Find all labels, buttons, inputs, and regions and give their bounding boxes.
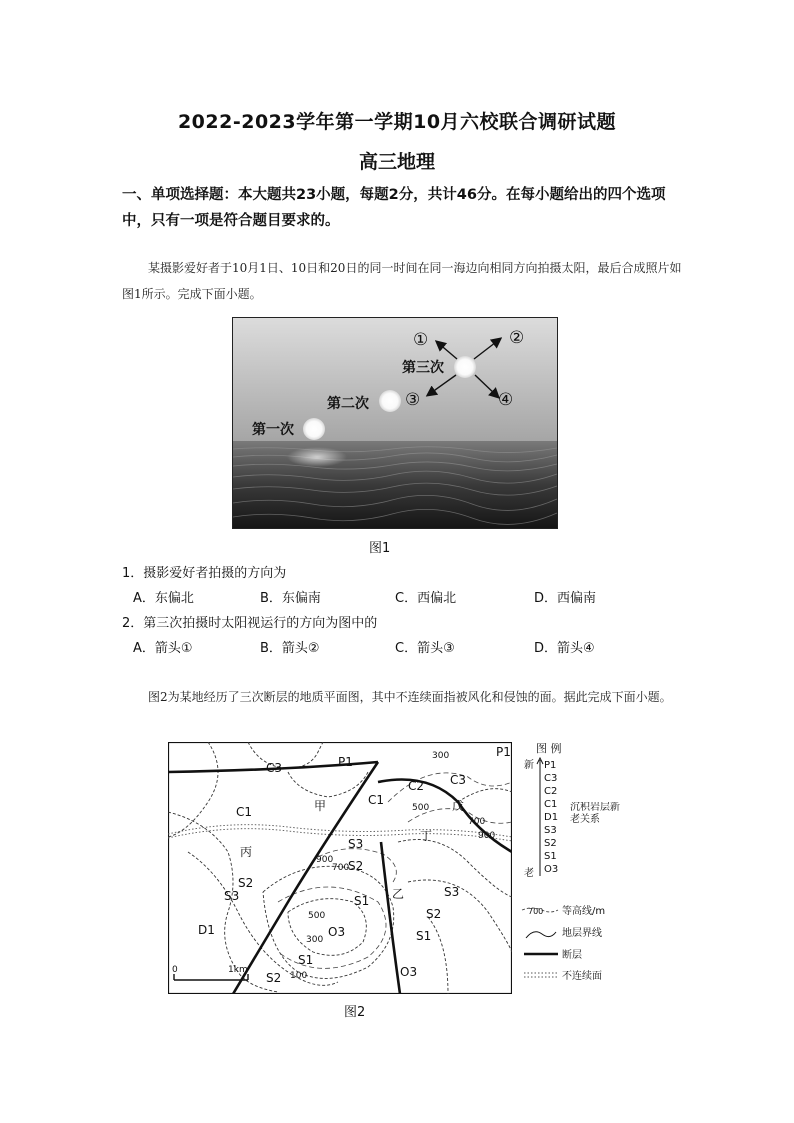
legend-title: 图 例 xyxy=(536,742,562,755)
contour-value: 900 xyxy=(316,855,334,865)
question-2-stem: 2．第三次拍摄时太阳视运行的方向为图中的 xyxy=(122,616,378,631)
contour-value: 900 xyxy=(478,831,496,841)
scale-zero: 0 xyxy=(172,965,178,975)
label-third: 第三次 xyxy=(402,360,444,376)
stratum-label: O3 xyxy=(400,965,418,979)
stratum-label: P1 xyxy=(338,755,353,769)
place-bing: 丙 xyxy=(240,845,253,859)
stratum-label: C3 xyxy=(266,761,283,775)
stratum-label: C1 xyxy=(368,793,385,807)
legend-seq: S3 xyxy=(544,825,557,836)
stratum-label: S2 xyxy=(266,971,282,985)
legend-fault: 断层 xyxy=(562,950,582,961)
place-jia: 甲 xyxy=(314,799,327,813)
exam-title: 2022-2023学年第一学期10月六校联合调研试题 xyxy=(177,111,617,133)
contour-value: 700 xyxy=(332,863,350,873)
figure-2-legend xyxy=(520,742,630,992)
legend-seq: O3 xyxy=(544,864,559,875)
legend-seq: D1 xyxy=(544,812,559,823)
contour-value: 300 xyxy=(432,751,450,761)
q2-option-c: C．箭头③ xyxy=(395,641,455,656)
q1-option-a: A．东偏北 xyxy=(133,591,194,606)
legend-new: 新 xyxy=(524,760,534,771)
legend-contour: 等高线/m xyxy=(562,906,606,917)
place-ding: 丁 xyxy=(420,829,433,843)
legend-seq: C2 xyxy=(544,786,558,797)
stratum-label: S3 xyxy=(224,889,240,903)
place-wu: 戊 xyxy=(452,799,465,813)
legend-unconformity: 不连续面 xyxy=(562,971,602,982)
stratum-label: S2 xyxy=(238,876,254,890)
q1-option-d: D．西偏南 xyxy=(534,591,597,606)
stratum-label: C3 xyxy=(450,773,467,787)
contour-value: 500 xyxy=(412,803,430,813)
contour-value: 300 xyxy=(306,935,324,945)
exam-subject: 高三地理 xyxy=(358,151,435,173)
arrow-4-label: ④ xyxy=(498,390,514,410)
passage-2: 图2为某地经历了三次断层的地质平面图，其中不连续面指被风化和侵蚀的面。据此完成下面小题。 xyxy=(148,690,672,704)
legend-boundary: 地层界线 xyxy=(562,928,602,939)
figure-1-caption: 图1 xyxy=(369,541,391,556)
q2-option-d: D．箭头④ xyxy=(534,641,595,656)
legend-seq: P1 xyxy=(544,760,557,771)
contour-value: 100 xyxy=(290,971,308,981)
legend-sequence-label: 沉积岩层新老关系 xyxy=(570,802,620,825)
stratum-label: P1 xyxy=(496,745,511,759)
figure-1-photo xyxy=(232,317,558,529)
contour-value: 700 xyxy=(468,817,486,827)
legend-seq: S1 xyxy=(544,851,557,862)
label-first: 第一次 xyxy=(252,422,294,438)
stratum-label: S3 xyxy=(444,885,460,899)
legend-seq: C3 xyxy=(544,773,558,784)
sun-first xyxy=(303,418,325,440)
legend-seq: C1 xyxy=(544,799,558,810)
stratum-label: S1 xyxy=(416,929,432,943)
stratum-label: S2 xyxy=(426,907,442,921)
sun-second xyxy=(379,390,401,412)
section-heading: 一、单项选择题：本大题共23小题，每题2分，共计46分。在每小题给出的四个选项中，只有一项是符合题目要求的。 xyxy=(122,187,666,229)
stratum-label: S1 xyxy=(354,894,370,908)
legend-old: 老 xyxy=(524,868,534,879)
q2-option-a: A．箭头① xyxy=(133,641,193,656)
figure-2-caption: 图2 xyxy=(344,1005,366,1020)
sun-third xyxy=(454,356,476,378)
stratum-label: C2 xyxy=(408,779,425,793)
legend-seq: S2 xyxy=(544,838,557,849)
stratum-label: O3 xyxy=(328,925,346,939)
arrow-1-label: ① xyxy=(413,330,429,350)
stratum-label: S2 xyxy=(348,859,364,873)
stratum-label: S1 xyxy=(298,953,314,967)
stratum-label: C1 xyxy=(236,805,253,819)
stratum-label: S3 xyxy=(348,837,364,851)
q2-option-b: B．箭头② xyxy=(260,641,320,656)
q1-option-c: C．西偏北 xyxy=(395,591,457,606)
place-yi: 乙 xyxy=(392,887,405,901)
stratum-label: D1 xyxy=(198,923,215,937)
question-1-stem: 1．摄影爱好者拍摄的方向为 xyxy=(122,566,287,581)
q1-option-b: B．东偏南 xyxy=(260,591,321,606)
contour-value: 500 xyxy=(308,911,326,921)
label-second: 第二次 xyxy=(327,396,369,412)
figure-2-geologic-map xyxy=(168,742,512,994)
passage-1: 某摄影爱好者于10月1日、10日和20日的同一时间在同一海边向相同方向拍摄太阳，最后合成照片如图1所示。完成下面小题。 xyxy=(122,261,682,301)
arrow-3-label: ③ xyxy=(405,390,421,410)
arrow-2-label: ② xyxy=(509,328,525,348)
legend-contour-value: 700 xyxy=(528,907,544,916)
scale-unit: 1km xyxy=(228,965,248,975)
